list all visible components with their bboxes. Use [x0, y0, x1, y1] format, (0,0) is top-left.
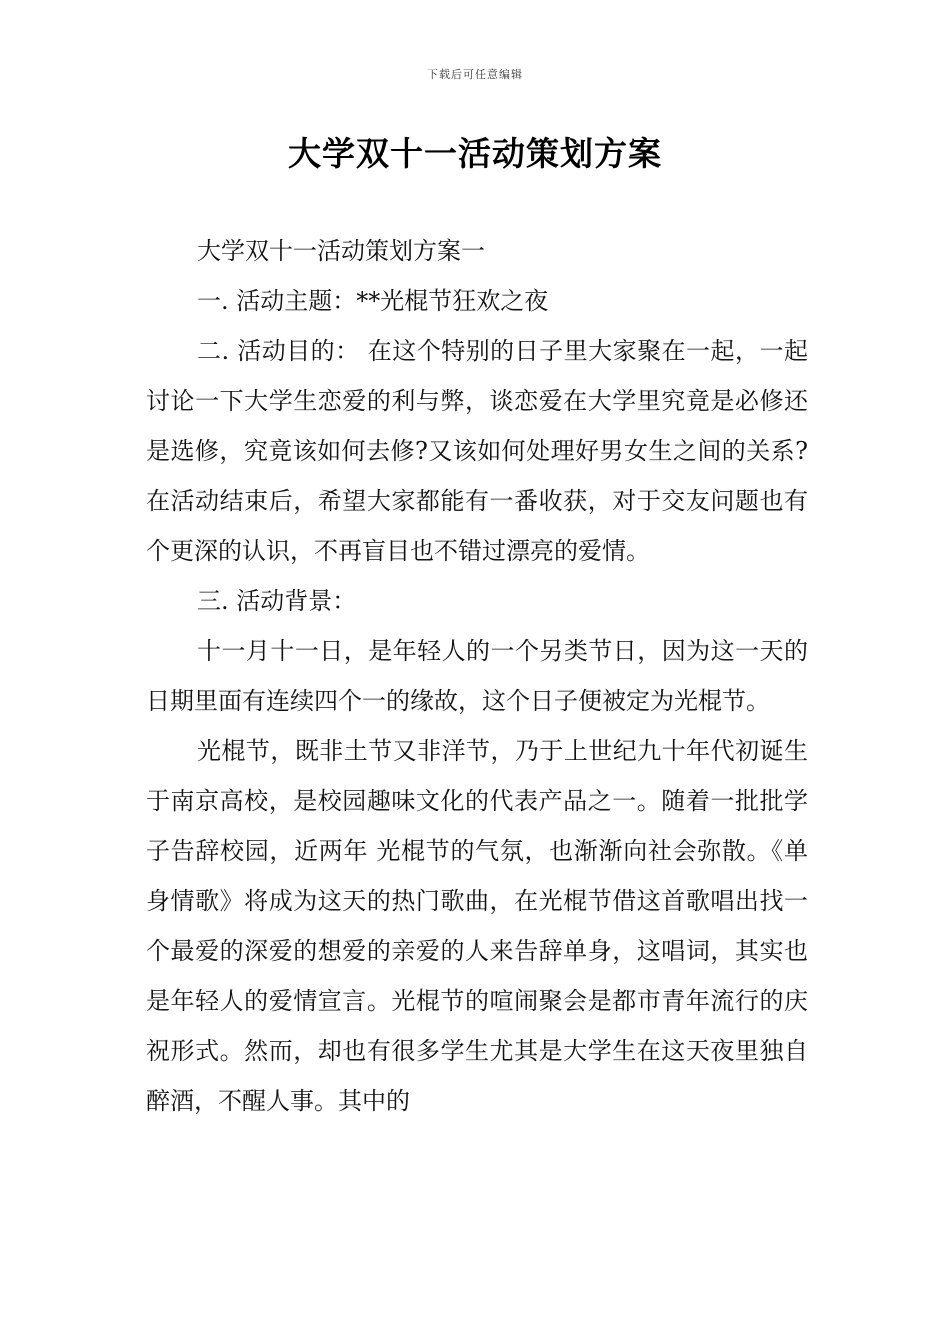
- activity-theme-paragraph: 一. 活动主题：**光棍节狂欢之夜: [197, 287, 549, 315]
- background-heading: 三. 活动背景：: [197, 587, 357, 615]
- background-paragraph-2: 光棍节，既非土节又非洋节，乃于上世纪九十年代初诞生于南京高校，是校园趣味文化的代表产品之一。随着一批批学子告辞校园，近两年 光棍节的气氛，也渐渐向社会弥散。《单身情歌》将成为这天的热门歌曲，在光棍节借这首歌唱出找一个最爱的深爱的想爱的亲爱的人来告辞单身，这唱词，其实也是年轻人的爱情宣言。光棍节的喧闹聚会是都市青年流行的庆祝形式。然而，却也有很多学生尤其是大学生在这天夜里独自醉酒，不醒人事。其中的: [146, 737, 808, 1115]
- section-subtitle: 大学双十一活动策划方案一: [197, 237, 485, 265]
- background-paragraph-1: 十一月十一日，是年轻人的一个另类节日，因为这一天的日期里面有连续四个一的缘故，这个日子便被定为光棍节。: [146, 637, 808, 715]
- page-header-note: 下载后可任意编辑: [427, 68, 523, 81]
- activity-purpose-paragraph: 二. 活动目的： 在这个特别的日子里大家聚在一起，一起讨论一下大学生恋爱的利与弊，谈恋爱在大学里究竟是必修还是选修，究竟该如何去修?又该如何处理好男女生之间的关系?在活动结束后，希望大家都能有一番收获，对于交友问题也有个更深的认识，不再盲目也不错过漂亮的爱情。: [146, 337, 808, 565]
- document-title: 大学双十一活动策划方案: [288, 134, 662, 173]
- document-body: [146, 226, 808, 1126]
